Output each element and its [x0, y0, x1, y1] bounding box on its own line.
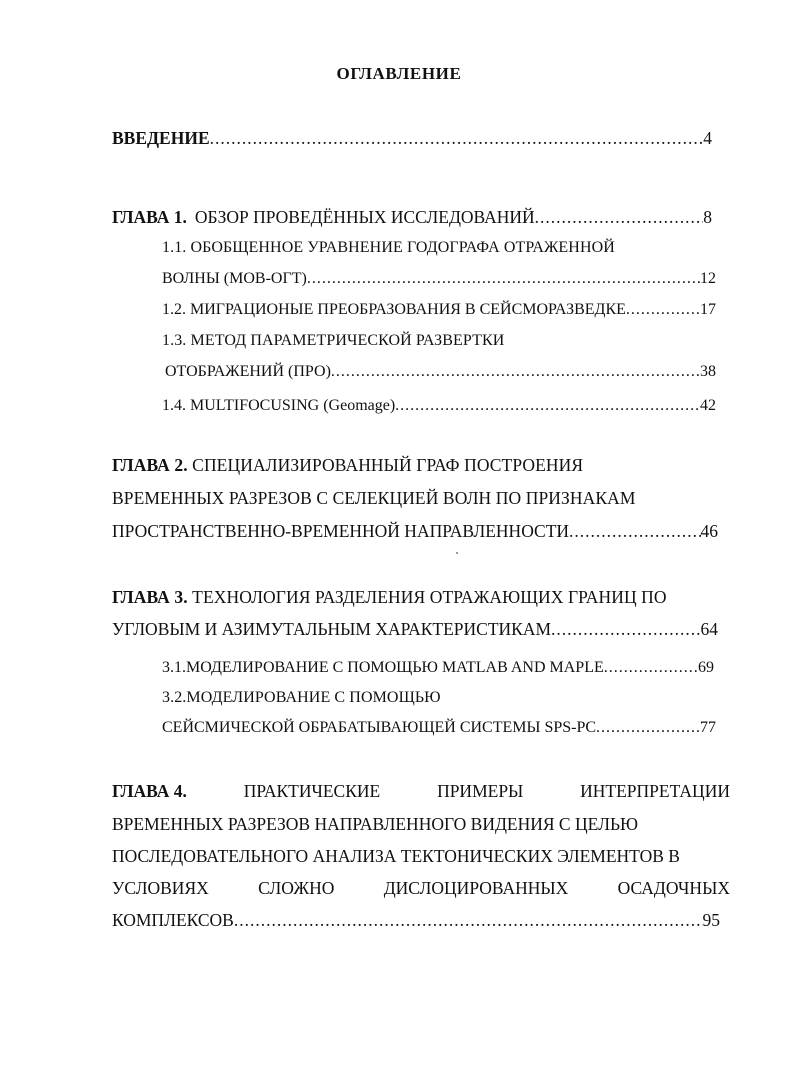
chapter-title: ТЕХНОЛОГИЯ РАЗДЕЛЕНИЯ ОТРАЖАЮЩИХ ГРАНИЦ ПО [192, 587, 667, 607]
chapter-word: ПРИМЕРЫ [437, 781, 524, 801]
toc-leader [596, 717, 700, 739]
toc-entry-section-3-1[interactable] [162, 657, 714, 679]
toc-leader [331, 361, 700, 383]
chapter-word: ПРАКТИЧЕСКИЕ [243, 781, 381, 801]
toc-label: СЕЙСМИЧЕСКОЙ ОБРАБАТЫВАЮЩЕЙ СИСТЕМЫ SPS-PC [162, 719, 597, 736]
toc-chapter-4-line3[interactable] [112, 845, 730, 867]
toc-section-1-1-line1[interactable]: 1.1. ОБОБЩЕННОЕ УРАВНЕНИЕ ГОДОГРАФА ОТРАЖЕННОЙ [162, 239, 615, 256]
toc-page: 69 [698, 659, 714, 676]
toc-chapter-2-line1[interactable] [112, 454, 583, 476]
toc-chapter-3-line1[interactable] [112, 586, 667, 608]
toc-leader [210, 127, 704, 149]
toc-leader [395, 395, 700, 417]
toc-label: УГЛОВЫМ И АЗИМУТАЛЬНЫМ ХАРАКТЕРИСТИКАМ [112, 619, 552, 639]
toc-entry-section-1-1[interactable] [162, 268, 716, 290]
toc-page: 95 [702, 910, 720, 930]
toc-chapter-4-line1[interactable] [112, 780, 730, 802]
toc-leader [234, 909, 703, 931]
page-title: ОГЛАВЛЕНИЕ [336, 64, 462, 83]
scan-speck [456, 552, 458, 554]
toc-entry-chapter-4[interactable] [112, 909, 720, 931]
chapter-title: СПЕЦИАЛИЗИРОВАННЫЙ ГРАФ ПОСТРОЕНИЯ [192, 455, 584, 475]
toc-entry-section-1-2[interactable] [162, 299, 716, 321]
toc-page: 12 [700, 270, 716, 287]
toc-page: 64 [700, 619, 718, 639]
chapter-word: СЛОЖНО [258, 878, 335, 898]
toc-chapter-2-line2[interactable]: ВРЕМЕННЫХ РАЗРЕЗОВ С СЕЛЕКЦИЕЙ ВОЛН ПО ПРИЗНАКАМ [112, 488, 636, 508]
toc-chapter-4-line4[interactable] [112, 877, 730, 899]
chapter-label: ГЛАВА 1. [112, 207, 187, 227]
chapter-line: ПОСЛЕДОВАТЕЛЬНОГО АНАЛИЗА ТЕКТОНИЧЕСКИХ ЭЛЕМЕНТОВ В [112, 846, 680, 866]
chapter-title: ОБЗОР ПРОВЕДЁННЫХ ИССЛЕДОВАНИЙ [194, 207, 535, 227]
toc-leader [604, 657, 698, 679]
chapter-word: ДИСЛОЦИРОВАННЫХ [383, 878, 569, 898]
toc-label: 1.4. MULTIFOCUSING (Geomage) [162, 397, 396, 414]
toc-leader [551, 618, 700, 640]
toc-entry-introduction[interactable] [112, 127, 712, 149]
toc-leader [307, 268, 700, 290]
toc-entry-chapter-2[interactable] [112, 520, 718, 542]
toc-label: ОТОБРАЖЕНИЙ (ПРО) [165, 363, 331, 380]
toc-page: 8 [703, 207, 712, 227]
chapter-word: УСЛОВИЯХ [112, 878, 209, 898]
toc-entry-chapter-3[interactable] [112, 618, 718, 640]
toc-leader [626, 299, 700, 321]
toc-page: 46 [700, 521, 718, 541]
chapter-label: ГЛАВА 4. [112, 781, 187, 801]
toc-entry-chapter-1[interactable] [112, 206, 712, 228]
toc-leader [535, 206, 704, 228]
chapter-label: ГЛАВА 2. [112, 455, 188, 475]
toc-page: 4 [703, 128, 712, 148]
chapter-word: ОСАДОЧНЫХ [617, 878, 730, 898]
toc-page: 38 [700, 363, 716, 380]
toc-entry-section-3-2[interactable] [162, 717, 716, 739]
toc-entry-section-1-3[interactable] [165, 361, 716, 383]
toc-chapter-4-line2[interactable] [112, 813, 730, 835]
toc-label: ВВЕДЕНИЕ [112, 128, 210, 148]
chapter-line: ВРЕМЕННЫХ РАЗРЕЗОВ НАПРАВЛЕННОГО ВИДЕНИЯ С ЦЕЛЬЮ [112, 814, 638, 834]
toc-label: ПРОСТРАНСТВЕННО-ВРЕМЕННОЙ НАПРАВЛЕННОСТИ [112, 521, 570, 541]
toc-section-1-3-line1[interactable]: 1.3. МЕТОД ПАРАМЕТРИЧЕСКОЙ РАЗВЕРТКИ [162, 332, 505, 349]
toc-section-3-2-line1[interactable]: 3.2.МОДЕЛИРОВАНИЕ С ПОМОЩЬЮ [162, 689, 441, 706]
toc-leader [569, 520, 700, 542]
chapter-word: ИНТЕРПРЕТАЦИИ [580, 781, 730, 801]
toc-label: 3.1.МОДЕЛИРОВАНИЕ С ПОМОЩЬЮ MATLAB AND MAPLE [162, 659, 604, 676]
toc-label: ВОЛНЫ (МОВ-ОГТ) [162, 270, 307, 287]
toc-page: 77 [700, 719, 716, 736]
toc-label: КОМПЛЕКСОВ [112, 910, 234, 930]
toc-page: 17 [700, 301, 716, 318]
toc-page: 42 [700, 397, 716, 414]
chapter-label: ГЛАВА 3. [112, 587, 188, 607]
toc-entry-section-1-4[interactable] [162, 395, 716, 417]
toc-label: 1.2. МИГРАЦИОНЫЕ ПРЕОБРАЗОВАНИЯ В СЕЙСМОРАЗВЕДКЕ [162, 301, 626, 318]
